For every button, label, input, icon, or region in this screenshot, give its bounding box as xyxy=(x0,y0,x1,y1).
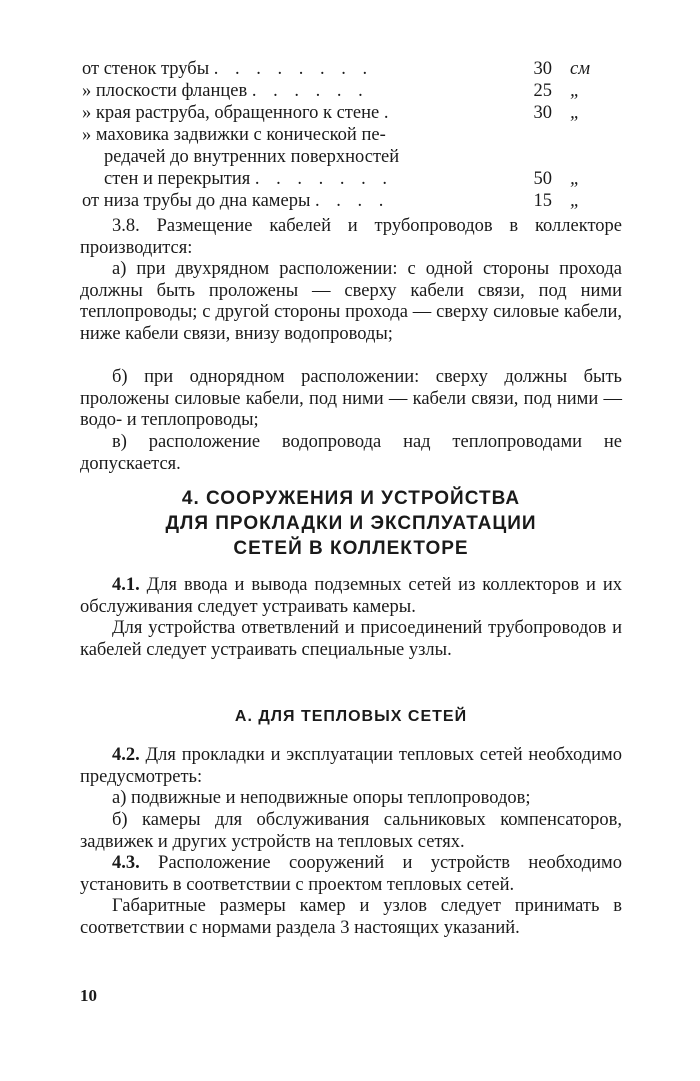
clearance-row: » маховика задвижки с конической пе- xyxy=(82,125,386,145)
clearance-unit: „ xyxy=(570,169,581,189)
clearance-value: 25 xyxy=(533,81,552,101)
paragraph-4-2-a: а) подвижные и неподвижные опоры теплопроводов; xyxy=(112,788,531,808)
clearance-row: » края раструба, обращенного к стене . 30 „ xyxy=(82,103,581,123)
clearance-value: 50 xyxy=(533,169,552,189)
page-number: 10 xyxy=(80,986,97,1005)
paragraph-4-1-cont: Для устройства ответвлений и присоединений трубопроводов и кабелей следует устраивать специальные узлы. xyxy=(80,618,622,660)
paragraph-3-8-b: б) при однорядном расположении: сверху должны быть проложены силовые кабели, под ними — кабели связи, под ними — водо- и теплопроводы; xyxy=(80,367,622,431)
paragraph-4-2-b: б) камеры для обслуживания сальниковых компенсаторов, задвижек и других устройств на тепловых сетях. xyxy=(80,810,622,852)
clearance-row: стен и перекрытия . . . . . . . 50 „ xyxy=(104,169,581,189)
paragraph-3-8: 3.8. Размещение кабелей и трубопроводов в коллекторе производится: xyxy=(80,216,622,258)
clearance-value: 15 xyxy=(533,191,552,211)
clearance-value: 30 xyxy=(533,103,552,123)
subsection-heading: А. ДЛЯ ТЕПЛОВЫХ СЕТЕЙ xyxy=(234,708,468,725)
clearance-row: от стенок трубы . . . . . . . . 30 см xyxy=(82,59,591,79)
section-heading: 4. СООРУЖЕНИЯ И УСТРОЙСТВА ДЛЯ ПРОКЛАДКИ И ЭКСПЛУАТАЦИИ СЕТЕЙ В КОЛЛЕКТОРЕ xyxy=(165,488,537,559)
paragraph-3-8-c: в) расположение водопровода над теплопроводами не допускается. xyxy=(80,432,622,474)
clearance-unit: „ xyxy=(570,81,581,101)
clearance-row: редачей до внутренних поверхностей xyxy=(104,147,400,167)
clearance-unit: „ xyxy=(570,103,581,123)
clearance-unit: „ xyxy=(570,191,581,211)
paragraph-4-1: 4.1. Для ввода и вывода подземных сетей из коллекторов и их обслуживания следует устраивать камеры. xyxy=(80,575,622,617)
clearance-row: от низа трубы до дна камеры . . . . 15 „ xyxy=(82,191,581,211)
clearance-unit: см xyxy=(570,59,591,79)
clearance-value: 30 xyxy=(533,59,552,79)
paragraph-4-3: 4.3. Расположение сооружений и устройств необходимо установить в соответствии с проектом тепловых сетей. xyxy=(80,853,623,895)
paragraph-4-2: 4.2. Для прокладки и эксплуатации тепловых сетей необходимо предусмотреть: xyxy=(80,745,622,787)
paragraph-3-8-a: а) при двухрядном расположении: с одной стороны прохода должны быть проложены — сверху кабели связи, под ними теплопроводы; с другой стороны прохода — сверху силовые кабели, ниже кабели связи, внизу водопроводы; xyxy=(80,259,622,344)
clearance-row: » плоскости фланцев . . . . . . 25 „ xyxy=(82,81,581,101)
paragraph-4-3-cont: Габаритные размеры камер и узлов следует принимать в соответствии с нормами раздела 3 настоящих указаний. xyxy=(80,896,622,938)
